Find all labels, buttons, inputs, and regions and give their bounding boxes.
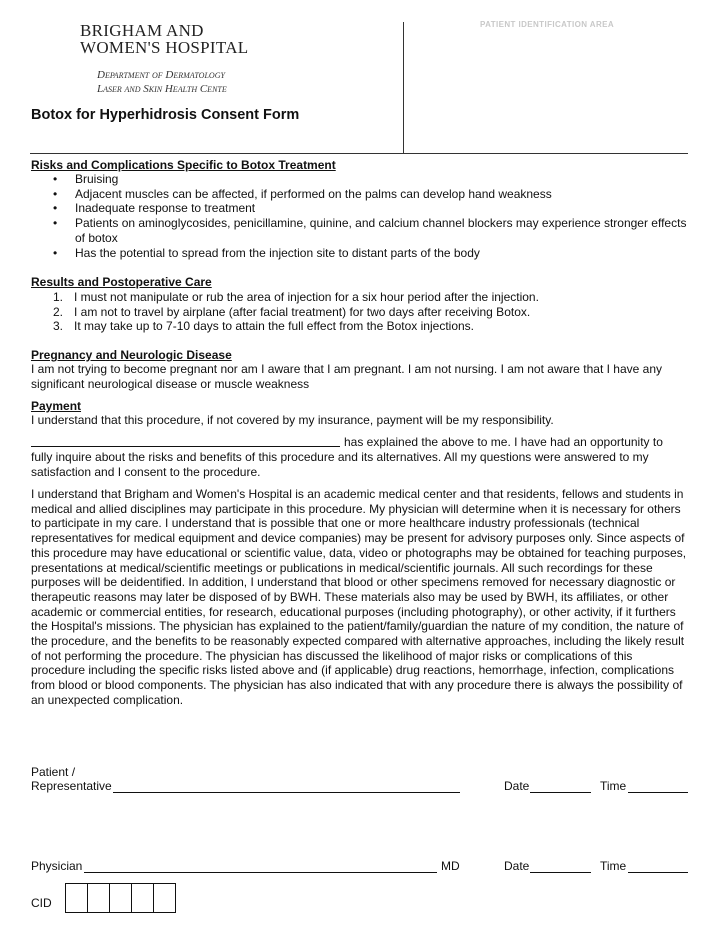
cid-digit-box[interactable] [109, 883, 131, 913]
explainer-name-line[interactable] [31, 446, 340, 447]
physician-label: Physician [31, 859, 83, 873]
header-horizontal-divider [30, 153, 688, 154]
results-list [31, 290, 691, 334]
result-item [31, 319, 691, 334]
result-item [31, 305, 691, 320]
cid-digit-box[interactable] [87, 883, 110, 913]
result-item-text: I must not manipulate or rub the area of injection for a six hour period after the injection. [74, 290, 539, 304]
explained-text: has explained the above to me. I have had an opportunity to [344, 435, 663, 449]
risk-item: • Bruising [31, 172, 691, 187]
cid-digit-box[interactable] [65, 883, 88, 913]
form-title: Botox for Hyperhidrosis Consent Form [31, 107, 300, 123]
physician-date-label: Date [504, 859, 530, 873]
result-item-text: I am not to travel by airplane (after facial treatment) for two days after receiving Botox. [74, 304, 531, 319]
result-item-number: 1. [53, 290, 64, 304]
hospital-name-line1: BRIGHAM AND [80, 21, 204, 40]
department-line2: Laser and Skin Health Cente [97, 83, 227, 95]
patient-date-line[interactable] [530, 792, 591, 793]
physician-date-line[interactable] [530, 872, 591, 873]
payment-heading: Payment [31, 399, 82, 413]
result-item-number: 2. [53, 304, 64, 319]
physician-signature-line[interactable] [84, 872, 437, 873]
risk-item: • Patients on aminoglycosides, penicillamine, quinine, and calcium channel blockers may experience stronger effects of botox [31, 216, 691, 245]
patient-label-line2: Representative [31, 779, 112, 793]
cid-label: CID [31, 896, 52, 910]
patient-date-label: Date [504, 779, 530, 793]
hospital-name-line2: WOMEN'S HOSPITAL [80, 38, 249, 57]
physician-time-label: Time [600, 859, 627, 873]
patient-signature-line[interactable] [113, 792, 460, 793]
explained-text-continued: fully inquire about the risks and benefits of this procedure and its alternatives. All my questions were answered to my satisfaction and I consent to the procedure. [31, 450, 649, 479]
academic-consent-paragraph: I understand that Brigham and Women's Hospital is an academic medical center and that residents, fellows and students in medical and allied disciplines may participate in this procedure. My physician will determine when it is necessary for others to participate in my care. I understand that is possible that one or more healthcare industry professionals (technical representatives for medical equipment and device companies) may be present for advisory purposes only. Since aspects of this procedure may have educational or scientific value, data, video or photographs may be obtained for teaching purposes, presentations at medical/scientific meetings or publications in medical/scientific journals. All such recordings for these purposes will be deidentified. In addition, I understand that blood or other specimens removed for necessary diagnostic or therapeutic reasons may later be disposed of by BWH. These materials also may be used by BWH, its affiliates, or other academic or commercial entities, for research, educational purposes (including photography), or other activity, if it furthers the Hospital's missions. The physician has explained to the patient/family/guardian the nature of my condition, the nature of the procedure, and the benefits to be reasonably expected compared with alternative approaches, including the likely result of not performing the procedure. The physician has discussed the likelihood of major risks or complications of this procedure including the specific risks listed above and (if applicable) drug reactions, hemorrhage, infection, complications from blood or blood components. The physician has also indicated that with any procedure there is always the possibility of an unexpected complication. [31, 487, 687, 707]
results-heading: Results and Postoperative Care [31, 275, 212, 289]
payment-text: I understand that this procedure, if not covered by my insurance, payment will be my responsibility. [31, 413, 554, 427]
patient-identification-area-label: PATIENT IDENTIFICATION AREA [480, 20, 615, 29]
md-label: MD [441, 859, 460, 873]
risks-list [31, 172, 691, 260]
physician-time-line[interactable] [628, 872, 688, 873]
risk-item: • Inadequate response to treatment [31, 201, 691, 216]
cid-digit-box[interactable] [153, 883, 176, 913]
risks-heading: Risks and Complications Specific to Botox Treatment [31, 158, 336, 172]
result-item-text: It may take up to 7-10 days to attain the full effect from the Botox injections. [74, 319, 474, 334]
pregnancy-text: I am not trying to become pregnant nor am I aware that I am pregnant. I am not nursing. I am not aware that I have any significant neurological disease or muscle weakness [31, 362, 663, 391]
patient-label-line1: Patient / [31, 765, 76, 779]
risk-item: • Has the potential to spread from the injection site to distant parts of the body [31, 246, 691, 261]
result-item [31, 290, 691, 305]
patient-time-line[interactable] [628, 792, 688, 793]
pregnancy-heading: Pregnancy and Neurologic Disease [31, 348, 232, 362]
result-item-number: 3. [53, 319, 64, 334]
header-vertical-divider [403, 22, 404, 153]
patient-time-label: Time [600, 779, 627, 793]
department-line1: Department of Dermatology [97, 69, 225, 81]
risk-item: • Adjacent muscles can be affected, if performed on the palms can develop hand weakness [31, 187, 691, 202]
cid-digit-box[interactable] [131, 883, 153, 913]
